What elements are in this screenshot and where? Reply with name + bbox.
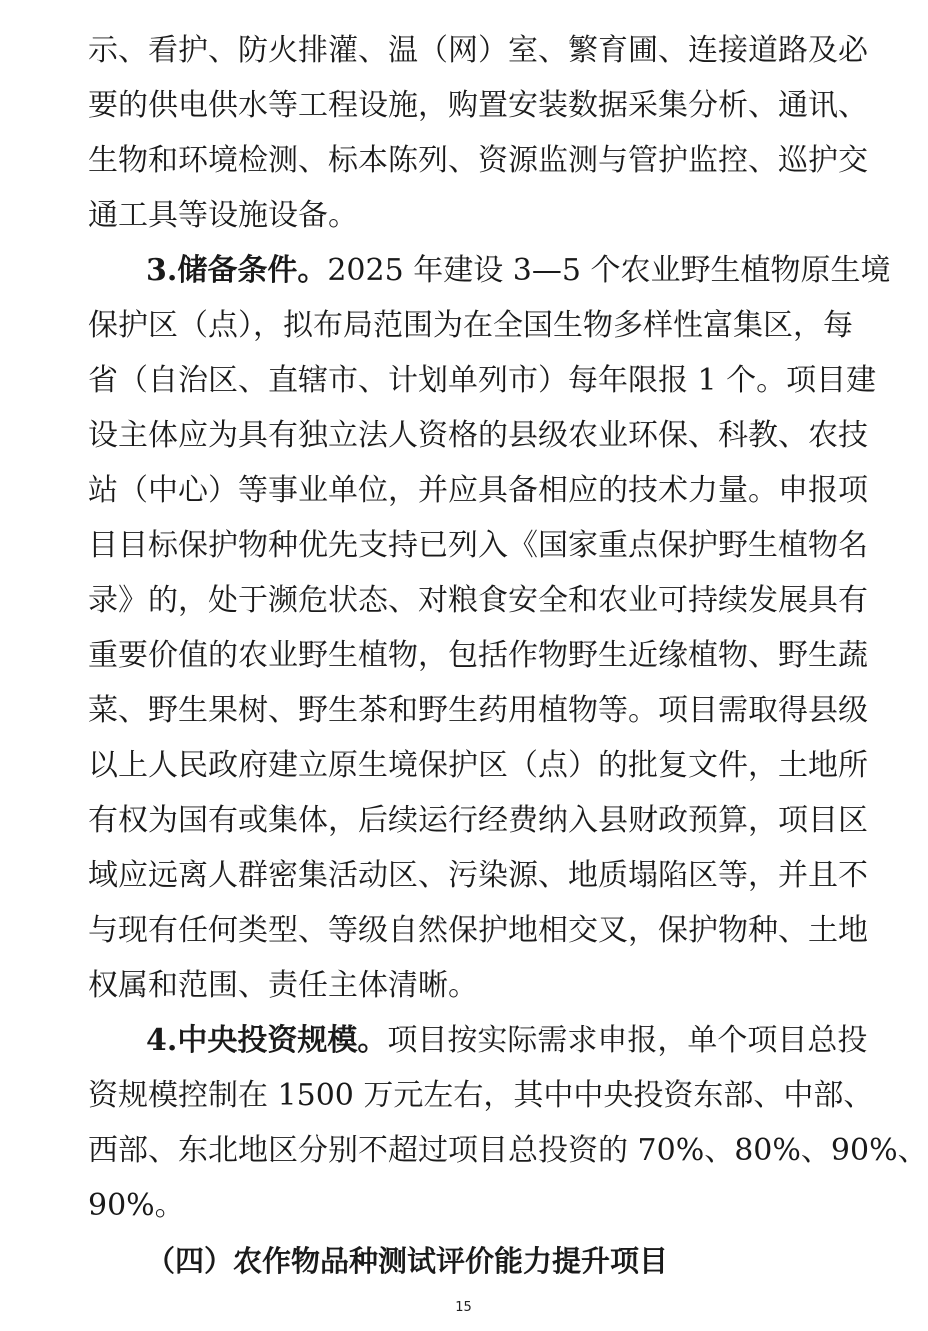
section-4-lead-text: 项目按实际需求申报，单个项目总投 (387, 1023, 868, 1058)
section-3-first-line (146, 251, 891, 291)
section-3-title: 3.储备条件。 (146, 253, 328, 288)
paragraph-line: 站（中心）等事业单位，并应具备相应的技术力量。申报项 (88, 473, 868, 508)
paragraph-line: 通工具等设施设备。 (88, 198, 358, 233)
section-4-first-line (146, 1021, 868, 1061)
paragraph-line: 权属和范围、责任主体清晰。 (88, 968, 478, 1003)
paragraph-line: 目目标保护物种优先支持已列入《国家重点保护野生植物名 (88, 528, 868, 563)
paragraph-line: 设主体应为具有独立法人资格的县级农业环保、科教、农技 (88, 418, 868, 453)
paragraph-line: 生物和环境检测、标本陈列、资源监测与管护监控、巡护交 (88, 143, 868, 178)
subsection-heading: （四）农作物品种测试评价能力提升项目 (146, 1244, 669, 1278)
paragraph-line: 90%。 (88, 1188, 185, 1223)
paragraph-line: 有权为国有或集体，后续运行经费纳入县财政预算，项目区 (88, 803, 868, 838)
paragraph-line: 菜、野生果树、野生茶和野生药用植物等。项目需取得县级 (88, 693, 868, 728)
paragraph-line: 要的供电供水等工程设施，购置安装数据采集分析、通讯、 (88, 88, 868, 123)
paragraph-line: 重要价值的农业野生植物，包括作物野生近缘植物、野生蔬 (88, 638, 868, 673)
paragraph-line: 省（自治区、直辖市、计划单列市）每年限报 1 个。项目建 (88, 363, 877, 398)
section-3-lead-text: 2025 年建设 3—5 个农业野生植物原生境 (327, 253, 891, 288)
paragraph-line: 示、看护、防火排灌、温（网）室、繁育圃、连接道路及必 (88, 33, 868, 68)
paragraph-line: 与现有任何类型、等级自然保护地相交叉，保护物种、土地 (88, 913, 868, 948)
paragraph-line: 录》的，处于濒危状态、对粮食安全和农业可持续发展具有 (88, 583, 868, 618)
paragraph-line: 西部、东北地区分别不超过项目总投资的 70%、80%、90%、 (88, 1133, 928, 1168)
paragraph-line: 保护区（点），拟布局范围为在全国生物多样性富集区，每 (88, 308, 853, 343)
page-number: 15 (455, 1300, 472, 1315)
paragraph-line: 资规模控制在 1500 万元左右，其中中央投资东部、中部、 (88, 1078, 874, 1113)
paragraph-line: 以上人民政府建立原生境保护区（点）的批复文件，土地所 (88, 748, 868, 783)
section-4-title: 4.中央投资规模。 (146, 1023, 388, 1058)
paragraph-line: 域应远离人群密集活动区、污染源、地质塌陷区等，并且不 (88, 858, 868, 893)
